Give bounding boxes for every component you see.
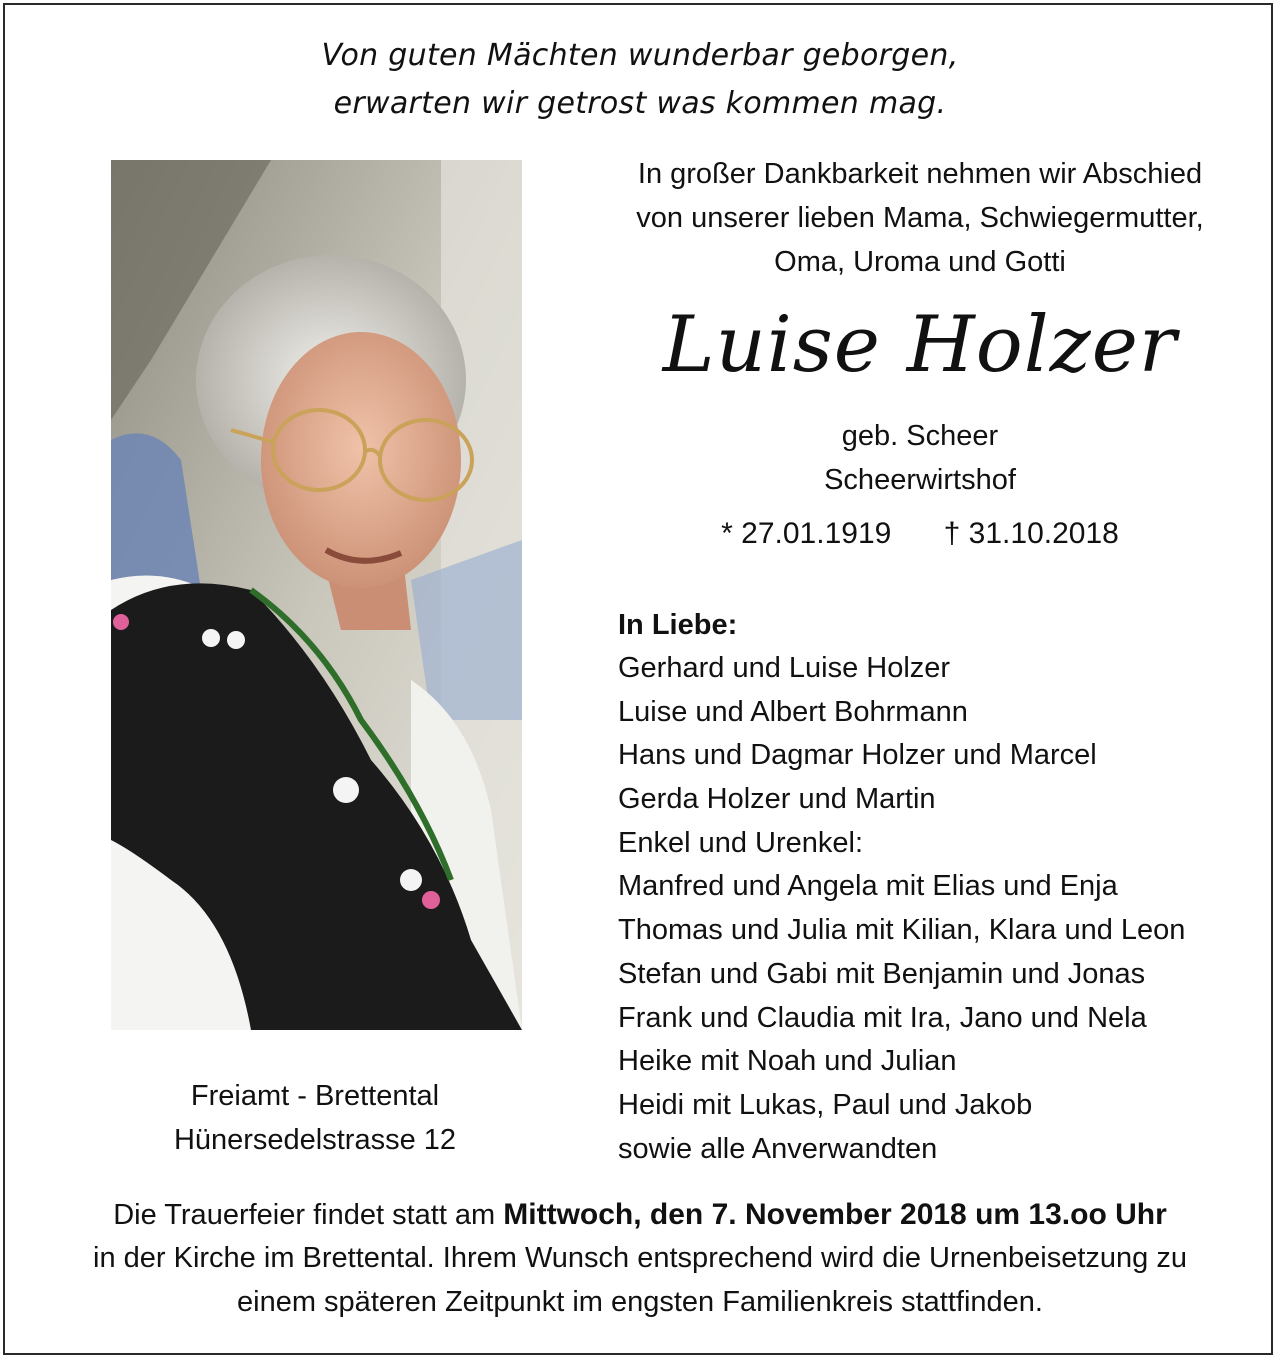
ceremony-intro: Die Trauerfeier findet statt am bbox=[113, 1199, 504, 1231]
mourner-line: Frank und Claudia mit Ira, Jano und Nela bbox=[618, 1001, 1147, 1034]
motto-line-2: erwarten wir getrost was kommen mag. bbox=[333, 86, 947, 121]
mourner-line: Enkel und Urenkel: bbox=[618, 826, 864, 859]
mourner-line: Heidi mit Lukas, Paul und Jakob bbox=[618, 1088, 1033, 1121]
mourner-line: Luise und Albert Bohrmann bbox=[618, 695, 968, 728]
mourners-heading: In Liebe: bbox=[618, 609, 738, 641]
portrait-photo bbox=[111, 160, 522, 1030]
address-line-2: Hünersedelstrasse 12 bbox=[173, 1124, 457, 1156]
mourner-line: Stefan und Gabi mit Benjamin und Jonas bbox=[618, 957, 1146, 990]
mourner-line: sowie alle Anverwandten bbox=[618, 1132, 938, 1165]
mourner-line: Gerda Holzer und Martin bbox=[618, 783, 936, 816]
ceremony-line-2: in der Kirche im Brettental. Ihrem Wunsch entsprechend wird die Urnenbeisetzung zu bbox=[93, 1242, 1187, 1274]
farm-name: Scheerwirtshof bbox=[824, 464, 1016, 496]
ceremony-line-3: einem späteren Zeitpunkt im engsten Familienkreis stattfinden. bbox=[237, 1286, 1043, 1318]
intro-line-2: von unserer lieben Mama, Schwiegermutter, bbox=[636, 202, 1204, 234]
mourners-list bbox=[618, 603, 1185, 1171]
mourner-line: Gerhard und Luise Holzer bbox=[618, 652, 951, 684]
birth-date: * 27.01.1919 bbox=[721, 517, 892, 550]
life-dates bbox=[590, 517, 1250, 551]
intro-line-1: In großer Dankbarkeit nehmen wir Abschied bbox=[637, 158, 1203, 190]
mourner-line: Hans und Dagmar Holzer und Marcel bbox=[618, 739, 1097, 772]
intro-line-3: Oma, Uroma und Gotti bbox=[774, 246, 1066, 278]
mourner-line: Heike mit Noah und Julian bbox=[618, 1045, 957, 1078]
maiden-name: geb. Scheer bbox=[841, 420, 999, 452]
ceremony-date: Mittwoch, den 7. November 2018 um 13.oo Uhr bbox=[503, 1198, 1167, 1231]
motto-line-1: Von guten Mächten wunderbar geborgen, bbox=[321, 38, 959, 73]
death-date: † 31.10.2018 bbox=[943, 517, 1119, 550]
mourner-line: Manfred und Angela mit Elias und Enja bbox=[618, 870, 1118, 903]
ceremony-line-1 bbox=[0, 1198, 1280, 1232]
mourner-line: Thomas und Julia mit Kilian, Klara und Leon bbox=[618, 914, 1186, 947]
deceased-name: Luise Holzer bbox=[662, 300, 1178, 390]
address-line-1: Freiamt - Brettental bbox=[190, 1080, 440, 1112]
